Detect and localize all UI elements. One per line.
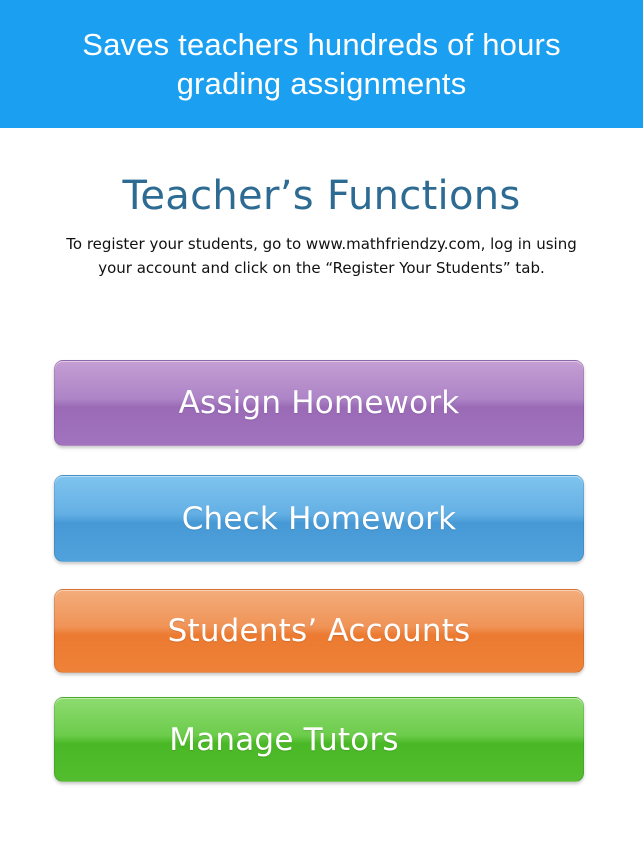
manage-tutors-button[interactable] [54,697,584,782]
banner-text-line-2: grading assignments [176,66,467,101]
assign-homework-button[interactable] [54,360,584,446]
students-accounts-label: Students’ Accounts [167,613,471,649]
page-title: Teacher’s Functions [122,173,521,219]
students-accounts-button[interactable] [54,589,584,673]
check-homework-label: Check Homework [181,500,457,537]
check-homework-button[interactable] [54,475,584,562]
promo-banner [0,0,643,128]
instructions-line-1: To register your students, go to www.mathfriendzy.com, log in using [66,235,577,253]
manage-tutors-label: Manage Tutors [169,721,399,758]
banner-text-line-1: Saves teachers hundreds of hours [82,27,561,62]
instructions-line-2: your account and click on the “Register Your Students” tab. [98,259,545,277]
instructions-text [30,232,613,280]
assign-homework-label: Assign Homework [178,385,460,421]
